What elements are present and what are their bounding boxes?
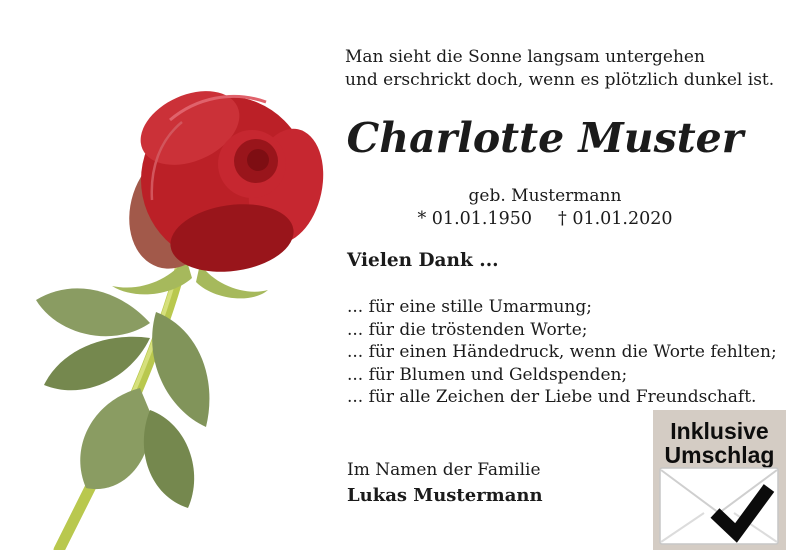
- maiden-name: geb. Mustermann: [468, 186, 622, 206]
- rose-leaf: [152, 312, 209, 427]
- rose-leaf: [144, 410, 194, 508]
- badge-title: [653, 419, 786, 467]
- rose-petal-core: [247, 149, 269, 171]
- poem-block: [345, 46, 774, 92]
- rose-leaf: [36, 288, 150, 336]
- closing-block: [347, 458, 543, 508]
- thanks-heading: Vielen Dank ...: [347, 250, 499, 271]
- deceased-name: Charlotte Muster: [346, 114, 744, 162]
- thanks-line: ... für einen Händedruck, wenn die Worte fehlten;: [347, 342, 777, 363]
- rose-leaf: [44, 337, 150, 391]
- family-name: Lukas Mustermann: [347, 485, 543, 506]
- rose-leaf: [80, 388, 150, 489]
- death-date: † 01.01.2020: [558, 209, 673, 229]
- poem-line-1: Man sieht die Sonne langsam untergehen: [345, 47, 705, 67]
- thanks-line: ... für eine stille Umarmung;: [347, 297, 592, 317]
- birth-date: * 01.01.1950: [417, 209, 532, 229]
- thanks-line: ... für Blumen und Geldspenden;: [347, 364, 628, 385]
- badge-line-1: Inklusive: [670, 418, 769, 444]
- thanks-line: ... für alle Zeichen der Liebe und Freundschaft.: [347, 387, 757, 408]
- badge-line-2: Umschlag: [664, 442, 775, 468]
- closing-line: Im Namen der Familie: [347, 460, 541, 480]
- poem-line-2: und erschrickt doch, wenn es plötzlich dunkel ist.: [345, 70, 775, 90]
- rose-icon: [0, 80, 330, 550]
- envelope-icon: [659, 467, 779, 545]
- envelope-included-badge: [653, 410, 786, 550]
- thanks-list: [347, 296, 777, 409]
- life-dates: [340, 209, 750, 229]
- thanks-line: ... für die tröstenden Worte;: [347, 319, 588, 340]
